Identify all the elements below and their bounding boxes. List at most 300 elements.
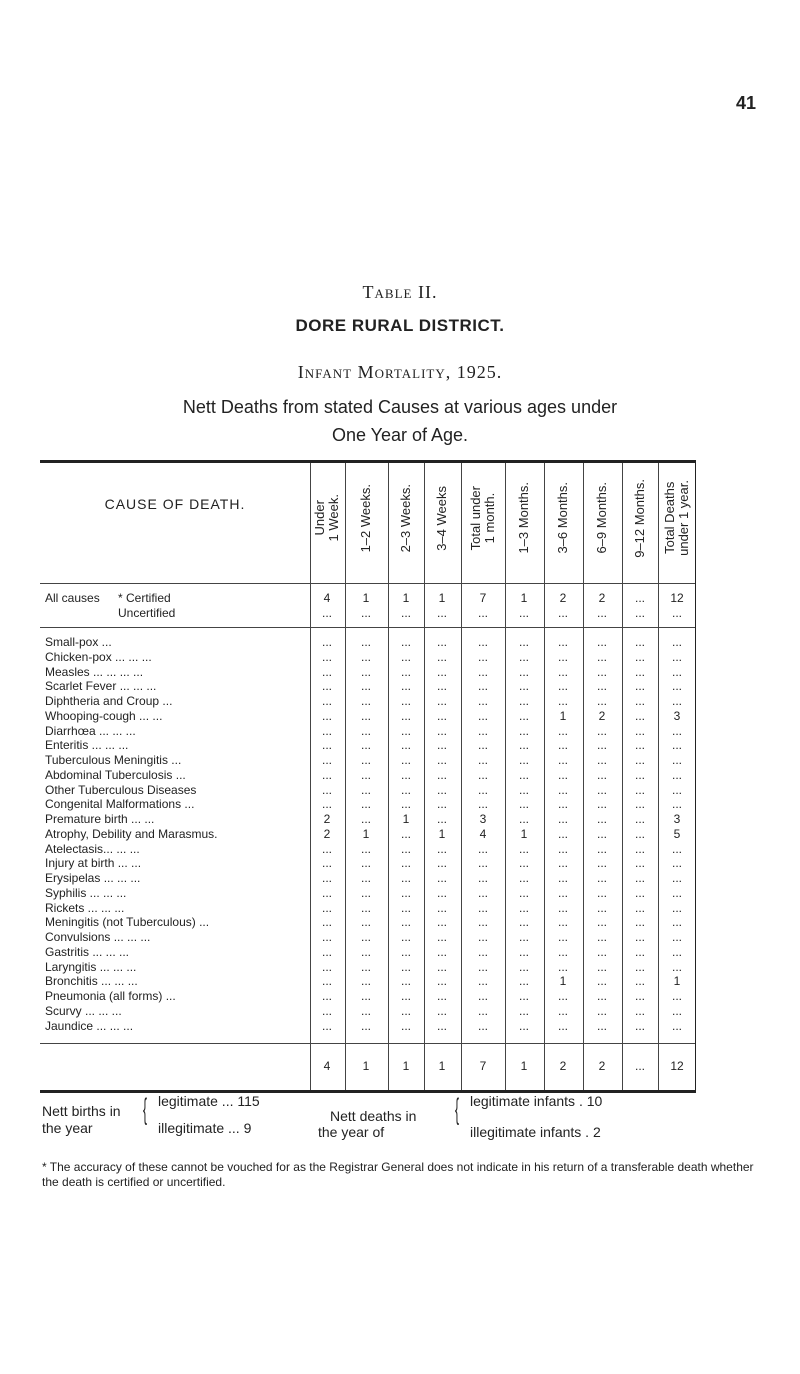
table-cell: ... xyxy=(321,930,332,944)
table-cell: ... xyxy=(321,664,332,679)
table-cell: ... xyxy=(400,708,411,723)
table-cell: 1 xyxy=(402,812,410,826)
table-cell: ... xyxy=(596,753,607,767)
table-cell: 4 xyxy=(323,591,331,605)
table-cell: ... xyxy=(321,708,332,723)
table-cell: ... xyxy=(518,1003,529,1018)
table-row xyxy=(40,1004,695,1018)
table-cell: ... xyxy=(321,1003,332,1018)
table-cell: ... xyxy=(671,841,682,856)
table-cell: ... xyxy=(557,959,568,974)
row-label: Chicken-pox ... ... ... xyxy=(45,649,152,664)
table-cell: ... xyxy=(436,664,447,679)
row-label: Small-pox ... xyxy=(45,635,112,649)
table-cell: ... xyxy=(671,871,682,885)
table-cell: ... xyxy=(596,826,607,841)
table-cell: ... xyxy=(557,812,568,826)
table-cell: ... xyxy=(360,871,371,885)
table-cell: 1 xyxy=(402,591,410,605)
table-cell: ... xyxy=(557,723,568,738)
table-row xyxy=(40,989,695,1003)
row-label: Atrophy, Debility and Marasmus. xyxy=(45,826,218,841)
table-cell: 2 xyxy=(323,812,331,826)
table-cell: ... xyxy=(477,1018,488,1033)
table-cell: ... xyxy=(671,694,682,708)
table-cell: ... xyxy=(400,723,411,738)
column-header-label: Under 1 Week. xyxy=(312,494,341,542)
table-cell: ... xyxy=(321,959,332,974)
deaths-label-1: Nett deaths in xyxy=(330,1108,417,1124)
row-label: Atelectasis... ... ... xyxy=(45,841,140,856)
table-cell: ... xyxy=(321,767,332,782)
table-cell: ... xyxy=(596,723,607,738)
table-cell: ... xyxy=(557,664,568,679)
table-row xyxy=(40,753,695,767)
table-cell: ... xyxy=(360,885,371,900)
table-cell: ... xyxy=(360,649,371,664)
table-cell: ... xyxy=(400,900,411,915)
column-header-label: 6–9 Months. xyxy=(594,482,609,554)
table-cell: 3 xyxy=(673,708,681,723)
table-row xyxy=(40,842,695,856)
table-cell: ... xyxy=(557,944,568,959)
table-cell: ... xyxy=(321,723,332,738)
table-cell: ... xyxy=(477,989,488,1003)
table-cell: ... xyxy=(477,871,488,885)
illegit-deaths: illegitimate infants . 2 xyxy=(470,1124,601,1140)
table-cell: ... xyxy=(634,841,645,856)
certified-row xyxy=(40,591,695,605)
table-row xyxy=(40,871,695,885)
row-label: Diarrhœa ... ... ... xyxy=(45,723,136,738)
description-line-1: Nett Deaths from stated Causes at various ages under xyxy=(182,397,618,417)
table-cell: ... xyxy=(557,856,568,871)
table-cell: ... xyxy=(634,1003,645,1018)
table-cell: ... xyxy=(634,856,645,871)
all-causes-label: All causes xyxy=(45,591,100,605)
table-cell: ... xyxy=(321,900,332,915)
table-cell: ... xyxy=(671,885,682,900)
table-row xyxy=(40,650,695,664)
table-cell: ... xyxy=(596,974,607,989)
table-cell: 1 xyxy=(438,1059,446,1073)
table-cell: ... xyxy=(360,708,371,723)
table-cell: ... xyxy=(321,915,332,930)
table-cell: 1 xyxy=(438,591,446,605)
table-cell: ... xyxy=(518,989,529,1003)
table-cell: ... xyxy=(634,959,645,974)
row-label: Meningitis (not Tuberculous) ... xyxy=(45,915,210,930)
table-cell: ... xyxy=(400,738,411,753)
table-cell: ... xyxy=(596,959,607,974)
table-cell: ... xyxy=(596,871,607,885)
table-cell: ... xyxy=(477,856,488,871)
table-cell: ... xyxy=(596,856,607,871)
row-label: Rickets ... ... ... xyxy=(45,900,125,915)
table-cell: ... xyxy=(596,694,607,708)
row-label: Pneumonia (all forms) ... xyxy=(45,989,176,1003)
table-cell: ... xyxy=(518,871,529,885)
table-cell: 1 xyxy=(362,591,370,605)
table-cell: 12 xyxy=(670,1059,684,1073)
table-cell: ... xyxy=(557,753,568,767)
table-cell: ... xyxy=(634,606,645,620)
table-cell: ... xyxy=(557,679,568,694)
table-row xyxy=(40,827,695,841)
table-cell: ... xyxy=(436,856,447,871)
table-cell: ... xyxy=(436,841,447,856)
table-cell: ... xyxy=(436,753,447,767)
table-cell: ... xyxy=(634,635,645,649)
table-cell: ... xyxy=(557,649,568,664)
table-row xyxy=(40,694,695,708)
table-cell: ... xyxy=(557,1003,568,1018)
table-cell: ... xyxy=(671,767,682,782)
table-cell: ... xyxy=(436,1018,447,1033)
table-cell: ... xyxy=(634,900,645,915)
table-cell: 4 xyxy=(479,826,487,841)
table-cell: ... xyxy=(634,915,645,930)
row-label: Premature birth ... ... xyxy=(45,812,155,826)
table-cell: ... xyxy=(477,959,488,974)
table-cell: ... xyxy=(436,679,447,694)
column-header xyxy=(427,468,457,568)
table-cell: ... xyxy=(400,856,411,871)
row-divider xyxy=(40,583,695,584)
table-cell: ... xyxy=(557,841,568,856)
table-cell: ... xyxy=(477,738,488,753)
table-cell: ... xyxy=(436,635,447,649)
table-cell: ... xyxy=(596,664,607,679)
table-cell: ... xyxy=(557,606,568,620)
table-cell: ... xyxy=(634,767,645,782)
row-label: * Certified xyxy=(118,591,171,605)
table-cell: ... xyxy=(518,885,529,900)
table-cell: ... xyxy=(477,915,488,930)
table-cell: ... xyxy=(436,708,447,723)
table-cell: ... xyxy=(596,841,607,856)
table-cell: ... xyxy=(400,930,411,944)
table-cell: ... xyxy=(671,797,682,812)
row-label: Enteritis ... ... ... xyxy=(45,738,129,753)
table-title: Table II. xyxy=(362,282,438,302)
column-header-label: Total under 1 month. xyxy=(468,485,497,551)
table-cell: ... xyxy=(436,900,447,915)
births-label-1: Nett births in xyxy=(42,1103,121,1119)
row-label: Erysipelas ... ... ... xyxy=(45,871,141,885)
table-cell: ... xyxy=(671,959,682,974)
table-row xyxy=(40,974,695,988)
column-header-label: 3–4 Weeks xyxy=(434,485,449,551)
table-cell: ... xyxy=(557,738,568,753)
row-label: Congenital Malformations ... xyxy=(45,797,195,812)
table-cell: ... xyxy=(360,959,371,974)
table-cell: 2 xyxy=(559,1059,567,1073)
table-cell: ... xyxy=(671,1003,682,1018)
description-line-2: One Year of Age. xyxy=(331,425,469,445)
column-header-label: 1–3 Months. xyxy=(516,482,531,554)
table-cell: ... xyxy=(518,723,529,738)
row-label: Scurvy ... ... ... xyxy=(45,1003,122,1018)
table-cell: ... xyxy=(360,900,371,915)
table-cell: ... xyxy=(518,1018,529,1033)
table-cell: ... xyxy=(518,915,529,930)
table-cell: ... xyxy=(400,959,411,974)
table-row xyxy=(40,709,695,723)
table-row xyxy=(40,1019,695,1033)
row-label: Jaundice ... ... ... xyxy=(45,1018,134,1033)
table-cell: ... xyxy=(477,797,488,812)
table-cell: ... xyxy=(634,930,645,944)
table-cell: ... xyxy=(477,649,488,664)
table-cell: ... xyxy=(436,915,447,930)
table-cell: ... xyxy=(360,944,371,959)
column-header-label: 2–3 Weeks. xyxy=(398,483,413,553)
table-cell: 3 xyxy=(673,812,681,826)
table-cell: ... xyxy=(360,606,371,620)
table-cell: 1 xyxy=(520,591,528,605)
table-cell: ... xyxy=(671,856,682,871)
deaths-label-2: the year of xyxy=(318,1124,385,1140)
table-cell: ... xyxy=(518,944,529,959)
table-cell: ... xyxy=(518,812,529,826)
table-cell: ... xyxy=(671,782,682,797)
table-cell: ... xyxy=(557,885,568,900)
table-cell: ... xyxy=(321,856,332,871)
table-cell: 7 xyxy=(479,1059,487,1073)
subtitle: Infant Mortality, 1925. xyxy=(297,362,503,382)
table-cell: ... xyxy=(436,885,447,900)
table-cell: ... xyxy=(671,753,682,767)
table-cell: ... xyxy=(321,797,332,812)
table-cell: ... xyxy=(321,989,332,1003)
page-number: 41 xyxy=(736,93,757,113)
table-cell: ... xyxy=(557,782,568,797)
row-label: Bronchitis ... ... ... xyxy=(45,974,138,989)
table-cell: ... xyxy=(518,606,529,620)
table-cell: ... xyxy=(400,871,411,885)
table-cell: ... xyxy=(671,606,682,620)
table-cell: ... xyxy=(321,649,332,664)
table-cell: 3 xyxy=(479,812,487,826)
table-cell: ... xyxy=(360,767,371,782)
table-cell: ... xyxy=(596,812,607,826)
table-cell: ... xyxy=(321,841,332,856)
table-cell: ... xyxy=(634,1018,645,1033)
table-cell: 1 xyxy=(402,1059,410,1073)
table-cell: ... xyxy=(436,930,447,944)
table-cell: ... xyxy=(400,664,411,679)
table-cell: ... xyxy=(596,738,607,753)
table-row xyxy=(40,945,695,959)
district-title: DORE RURAL DISTRICT. xyxy=(295,316,505,335)
table-cell: ... xyxy=(436,649,447,664)
table-cell: ... xyxy=(671,649,682,664)
table-cell: ... xyxy=(596,797,607,812)
births-brace: { xyxy=(143,1093,148,1126)
table-row xyxy=(40,768,695,782)
table-cell: ... xyxy=(436,974,447,989)
table-cell: ... xyxy=(436,606,447,620)
table-cell: ... xyxy=(596,944,607,959)
totals-row xyxy=(40,1059,695,1073)
table-cell: ... xyxy=(518,974,529,989)
table-cell: ... xyxy=(360,930,371,944)
table-cell: ... xyxy=(518,694,529,708)
footnote: * The accuracy of these cannot be vouched for as the Registrar General does not indicate in his return of a transferable death whether the death is certified or uncertified. xyxy=(42,1160,754,1189)
table-cell: 4 xyxy=(323,1059,331,1073)
table-cell: ... xyxy=(634,591,645,605)
table-cell: ... xyxy=(400,797,411,812)
table-cell: ... xyxy=(360,635,371,649)
table-cell: ... xyxy=(321,782,332,797)
table-cell: ... xyxy=(634,694,645,708)
table-cell: ... xyxy=(321,871,332,885)
table-cell: ... xyxy=(321,606,332,620)
table-cell: ... xyxy=(477,753,488,767)
row-label: Syphilis ... ... ... xyxy=(45,885,127,900)
table-cell: ... xyxy=(634,797,645,812)
table-row xyxy=(40,738,695,752)
table-cell: 1 xyxy=(362,1059,370,1073)
table-cell: ... xyxy=(477,723,488,738)
table-cell: 1 xyxy=(559,708,567,723)
table-cell: ... xyxy=(400,1003,411,1018)
table-cell: ... xyxy=(321,944,332,959)
cause-column-header: CAUSE OF DEATH. xyxy=(104,496,246,512)
column-header xyxy=(548,468,578,568)
table-cell: ... xyxy=(360,753,371,767)
table-cell: ... xyxy=(360,738,371,753)
table-cell: ... xyxy=(400,841,411,856)
table-cell: 2 xyxy=(598,708,606,723)
row-divider xyxy=(40,1043,695,1044)
table-cell: ... xyxy=(596,767,607,782)
legit-deaths: legitimate infants . 10 xyxy=(470,1093,603,1109)
table-row xyxy=(40,797,695,811)
table-cell: 1 xyxy=(520,826,528,841)
table-cell: 1 xyxy=(362,826,370,841)
table-cell: ... xyxy=(518,738,529,753)
table-row xyxy=(40,812,695,826)
table-cell: ... xyxy=(518,649,529,664)
table-cell: ... xyxy=(400,826,411,841)
table-cell: ... xyxy=(518,856,529,871)
row-label: Diphtheria and Croup ... xyxy=(45,694,173,708)
deaths-brace: { xyxy=(455,1093,460,1126)
table-cell: ... xyxy=(557,930,568,944)
column-header-label: 1–2 Weeks. xyxy=(358,483,373,553)
table-cell: ... xyxy=(477,635,488,649)
table-cell: ... xyxy=(557,871,568,885)
table-cell: ... xyxy=(436,694,447,708)
table-cell: ... xyxy=(436,989,447,1003)
table-cell: ... xyxy=(518,664,529,679)
column-header xyxy=(312,468,342,568)
row-label: Other Tuberculous Diseases xyxy=(45,782,197,797)
table-cell: ... xyxy=(436,738,447,753)
table-cell: ... xyxy=(671,900,682,915)
table-cell: ... xyxy=(671,723,682,738)
table-cell: ... xyxy=(557,635,568,649)
table-cell: 1 xyxy=(673,974,681,989)
row-label: Gastritis ... ... ... xyxy=(45,944,130,959)
column-header-label: 9–12 Months. xyxy=(632,478,647,558)
table-cell: 12 xyxy=(670,591,684,605)
table-cell: ... xyxy=(596,679,607,694)
table-cell: ... xyxy=(360,974,371,989)
row-label: Scarlet Fever ... ... ... xyxy=(45,679,157,694)
table-cell: ... xyxy=(360,679,371,694)
table-cell: ... xyxy=(400,635,411,649)
table-cell: 2 xyxy=(598,591,606,605)
table-cell: ... xyxy=(360,782,371,797)
table-cell: ... xyxy=(557,826,568,841)
table-row xyxy=(40,724,695,738)
column-header xyxy=(351,468,381,568)
table-cell: ... xyxy=(596,900,607,915)
table-cell: ... xyxy=(321,738,332,753)
table-cell: ... xyxy=(634,826,645,841)
table-cell: ... xyxy=(400,679,411,694)
table-row xyxy=(40,783,695,797)
row-label: Laryngitis ... ... ... xyxy=(45,959,137,974)
table-cell: 1 xyxy=(438,826,446,841)
table-cell: ... xyxy=(671,635,682,649)
table-cell: ... xyxy=(477,767,488,782)
table-row xyxy=(40,886,695,900)
column-header xyxy=(509,468,539,568)
table-cell: ... xyxy=(477,606,488,620)
table-cell: ... xyxy=(400,649,411,664)
column-header xyxy=(587,468,617,568)
row-label: Measles ... ... ... ... xyxy=(45,664,144,679)
table-cell: ... xyxy=(634,885,645,900)
table-cell: ... xyxy=(436,723,447,738)
table-cell: ... xyxy=(634,649,645,664)
table-cell: ... xyxy=(596,885,607,900)
table-cell: 2 xyxy=(598,1059,606,1073)
table-cell: ... xyxy=(321,753,332,767)
table-cell: ... xyxy=(518,900,529,915)
table-cell: ... xyxy=(400,989,411,1003)
table-row xyxy=(40,679,695,693)
table-cell: ... xyxy=(436,782,447,797)
table-cell: ... xyxy=(518,841,529,856)
table-cell: ... xyxy=(596,930,607,944)
table-cell: ... xyxy=(436,812,447,826)
table-cell: ... xyxy=(557,694,568,708)
table-cell: ... xyxy=(596,989,607,1003)
table-cell: ... xyxy=(596,782,607,797)
mortality-table xyxy=(40,460,696,1093)
table-cell: ... xyxy=(596,649,607,664)
table-cell: ... xyxy=(634,989,645,1003)
table-row xyxy=(40,856,695,870)
table-cell: ... xyxy=(400,885,411,900)
table-cell: 2 xyxy=(559,591,567,605)
table-cell: ... xyxy=(400,767,411,782)
table-cell: ... xyxy=(634,753,645,767)
table-cell: ... xyxy=(671,664,682,679)
table-cell: ... xyxy=(400,782,411,797)
table-cell: ... xyxy=(671,1018,682,1033)
table-cell: ... xyxy=(596,915,607,930)
table-cell: ... xyxy=(360,664,371,679)
table-cell: ... xyxy=(436,797,447,812)
table-cell: 1 xyxy=(520,1059,528,1073)
table-cell: ... xyxy=(634,679,645,694)
